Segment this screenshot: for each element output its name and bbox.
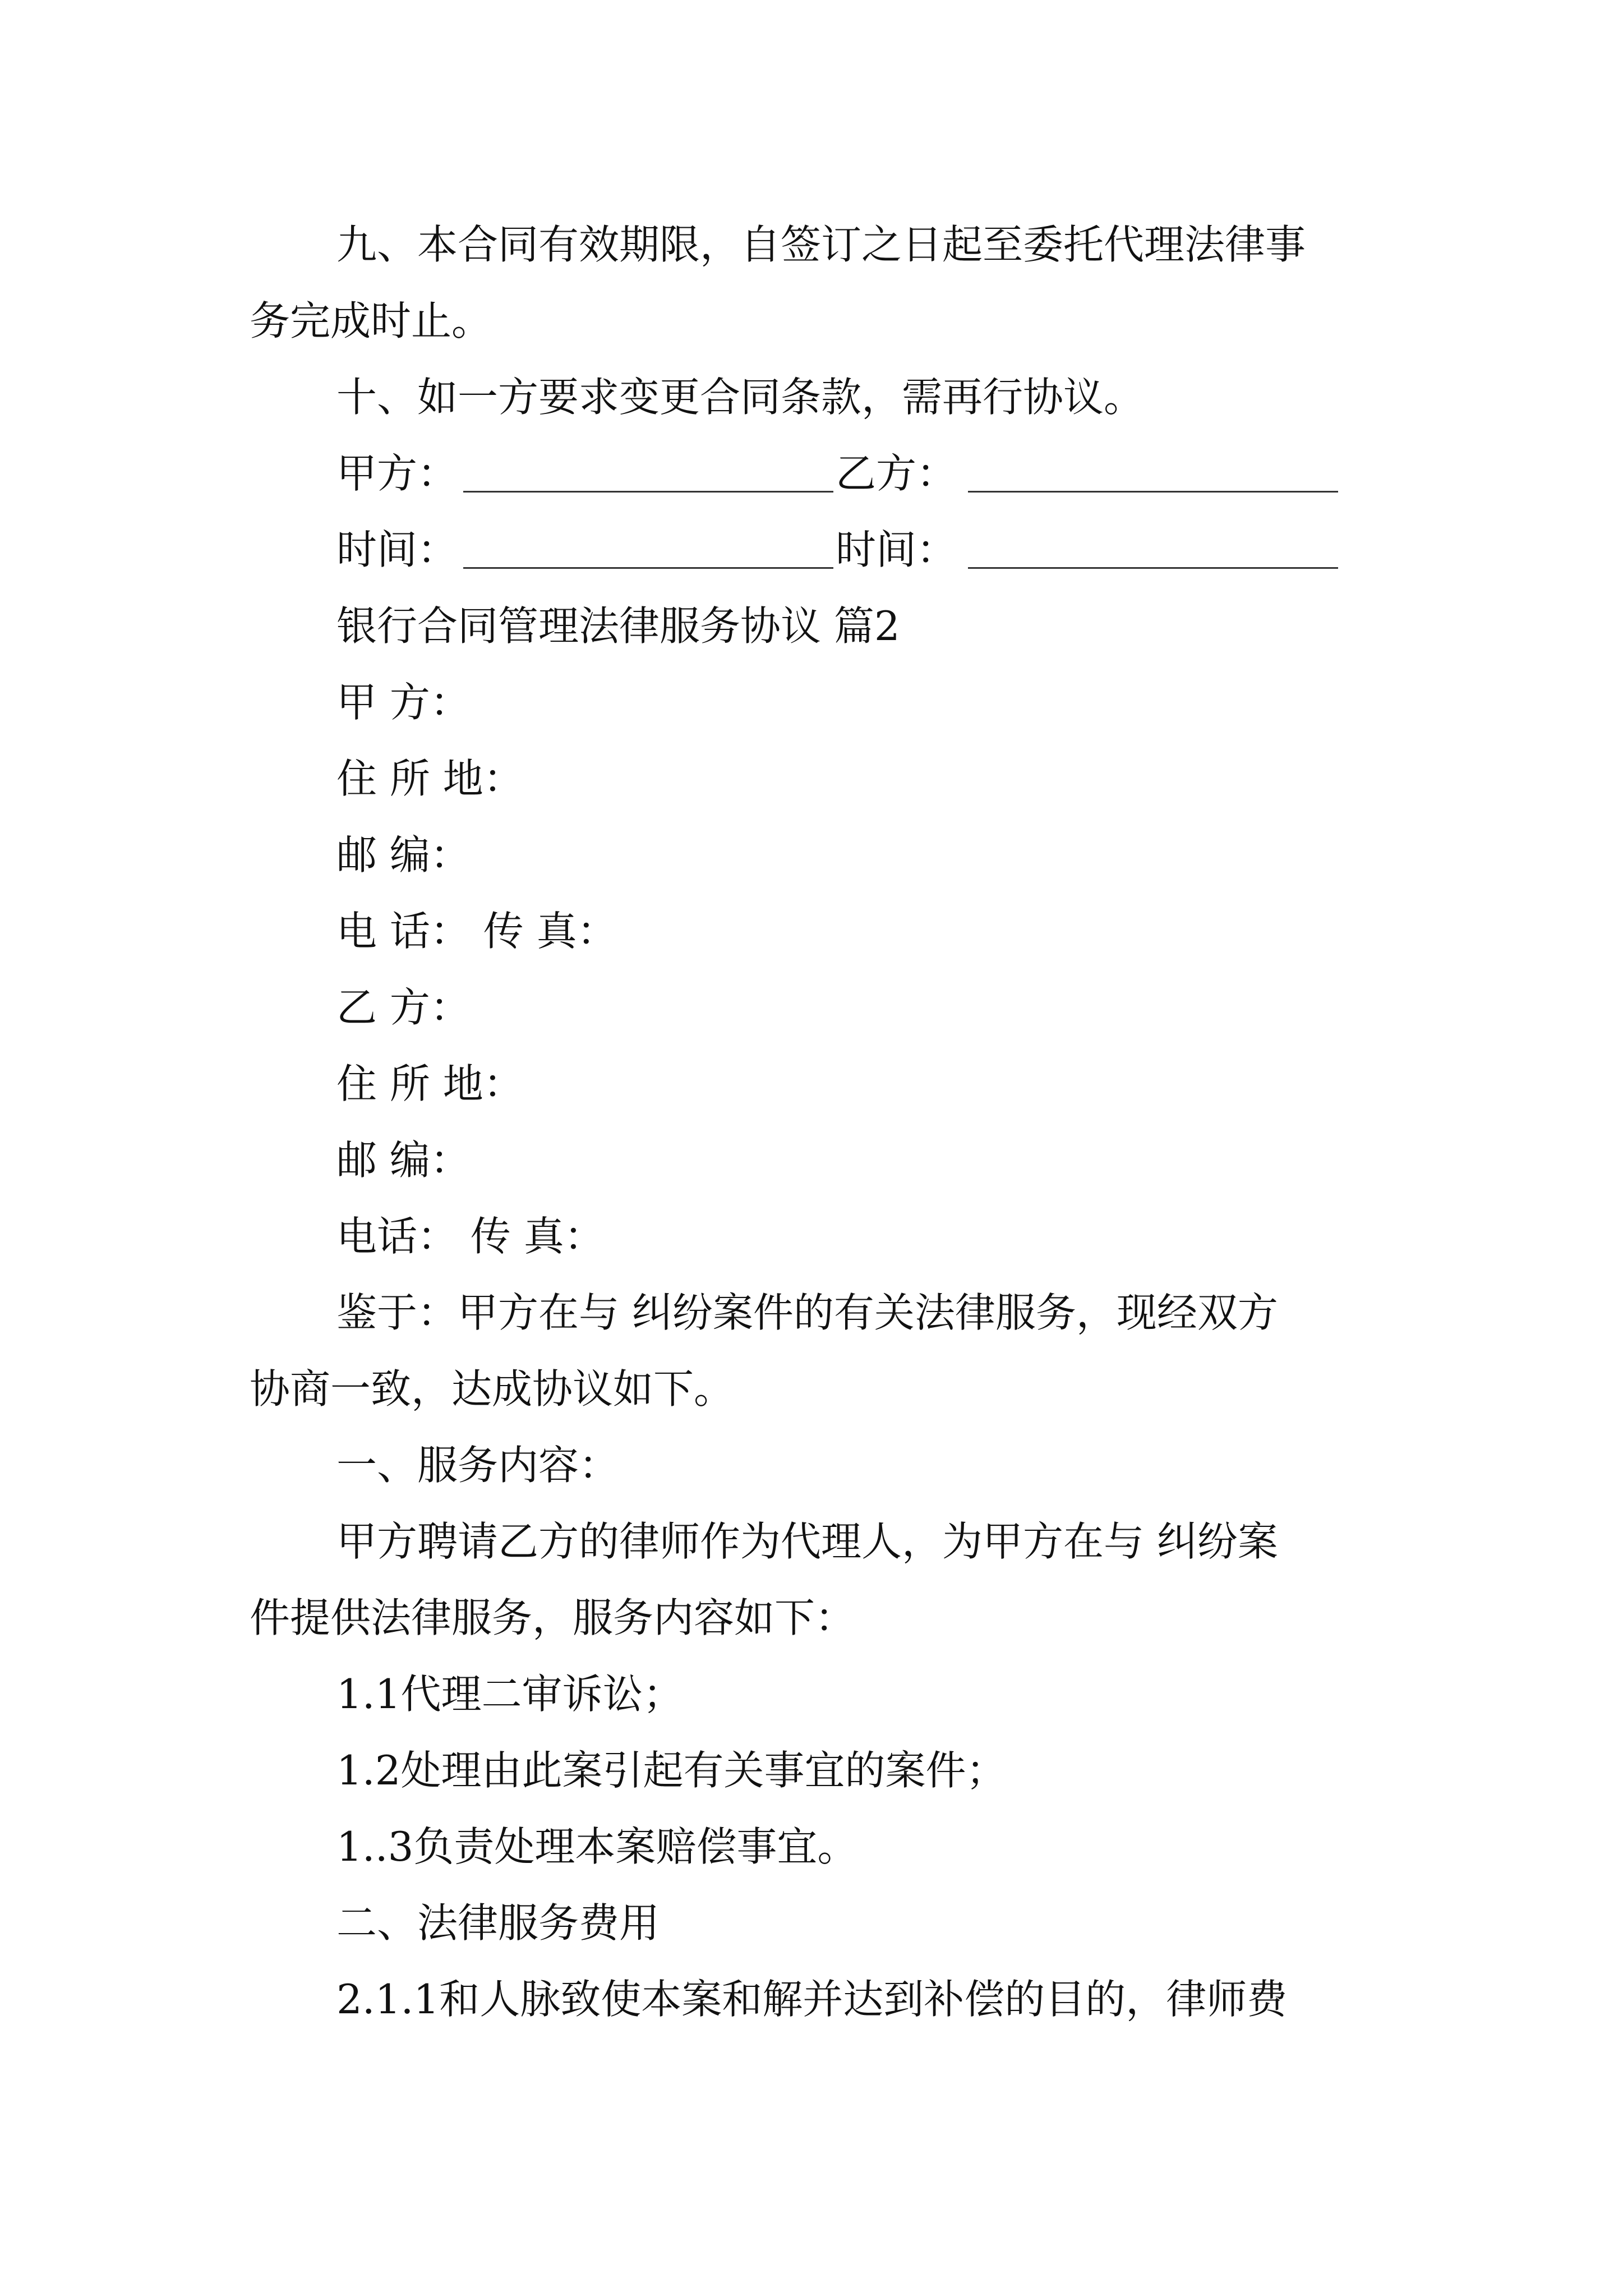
clause-10: 十、如一方要求变更合同条款，需再行协议。 [336,374,1145,421]
time-party-a-blank [463,567,833,569]
party-a-address: 住 所 地： [336,755,524,802]
service-intro-line-1: 甲方聘请乙方的律师作为代理人，为甲方在与 纠纷案 [336,1518,1278,1565]
party-b-address: 住 所 地： [336,1060,524,1107]
party-b-field: 乙 方： [336,984,471,1031]
sign-party-a-label: 甲方： [336,450,458,497]
heading-legal-fees: 二、法律服务费用 [336,1899,660,1947]
item-1-2: 1.2处理由此案引起有关事宜的案件； [336,1747,1007,1794]
party-a-field: 甲 方： [336,679,471,726]
clause-9-line-2: 务完成时止。 [250,297,492,344]
party-b-phone-fax: 电话： 传 真： [336,1213,605,1260]
party-a-postcode: 邮 编： [336,831,471,878]
sign-party-b-blank [968,491,1338,493]
service-intro-line-2: 件提供法律服务，服务内容如下： [250,1594,856,1641]
item-1-1: 1.1代理二审诉讼； [336,1671,684,1718]
clause-9-line-1: 九、本合同有效期限，自签订之日起至委托代理法律事 [336,221,1306,268]
party-a-phone-fax: 电 话： 传 真： [336,908,617,955]
heading-service-content: 一、服务内容： [336,1442,620,1489]
whereas-line-1: 鉴于：甲方在与 纠纷案件的有关法律服务，现经双方 [336,1289,1278,1336]
party-b-postcode: 邮 编： [336,1137,471,1184]
sign-party-b-label: 乙方： [836,450,957,497]
section-title: 银行合同管理法律服务协议 篇2 [336,602,900,650]
time-party-b-label: 时间： [836,526,957,573]
sign-party-a-blank [463,491,833,493]
item-1-3: 1..3负责处理本案赔偿事宜。 [336,1823,858,1870]
item-2-1-1: 2.1.1和人脉致使本案和解并达到补偿的目的，律师费 [336,1976,1288,2023]
whereas-line-2: 协商一致，达成协议如下。 [250,1365,735,1412]
time-party-a-label: 时间： [336,526,458,573]
time-party-b-blank [968,567,1338,569]
